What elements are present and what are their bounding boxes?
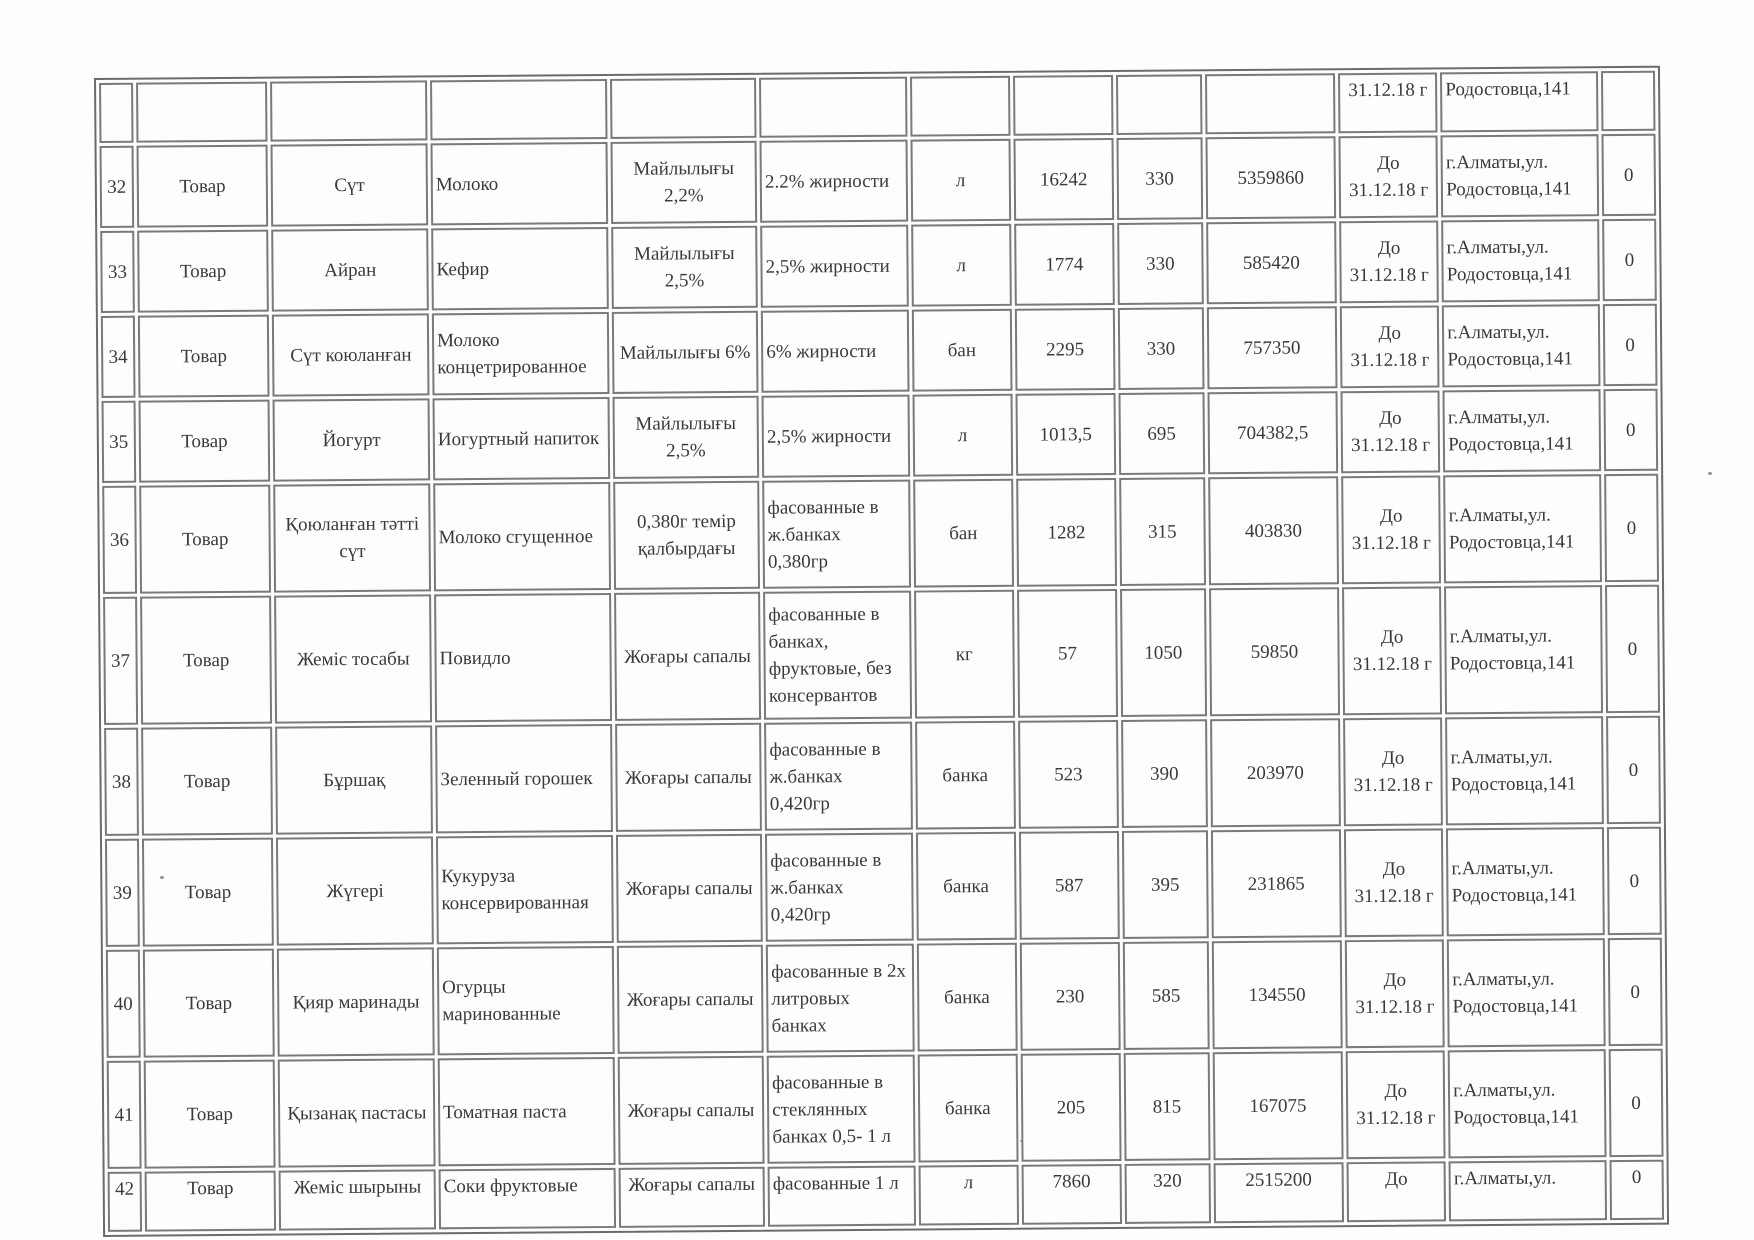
cell-term: До 31.12.18 г bbox=[1339, 135, 1439, 218]
cell-num: 41 bbox=[107, 1061, 142, 1169]
cell-type: Товар bbox=[138, 400, 270, 483]
cell-type: Товар bbox=[141, 727, 274, 836]
cell-place: г.Алматы,ул. Родостовца,141 bbox=[1446, 827, 1604, 936]
cell-char-kz: Майлылығы 2,5% bbox=[611, 226, 758, 309]
cell-price: 585 bbox=[1123, 941, 1209, 1050]
cell-name-kz: Қызанақ пастасы bbox=[278, 1058, 435, 1167]
cell-term: До 31.12.18 г bbox=[1346, 1050, 1446, 1159]
cell-term: До 31.12.18 г bbox=[1345, 939, 1445, 1048]
cell-char-ru: фасованные в банках, фруктовые, без консервантов bbox=[763, 591, 911, 720]
cell-num: 33 bbox=[100, 231, 134, 313]
cell-num: 42 bbox=[108, 1172, 142, 1232]
cell-name-kz: Жүгері bbox=[276, 836, 433, 945]
cell-type: Товар bbox=[138, 315, 270, 398]
cell-unit: банка bbox=[916, 943, 1017, 1052]
scanned-document-page bbox=[94, 66, 1669, 1228]
cell-name-ru: Повидло bbox=[434, 593, 612, 722]
cell-qty: 1282 bbox=[1016, 478, 1117, 587]
cell-price: 815 bbox=[1124, 1052, 1210, 1161]
cell-price: 330 bbox=[1118, 307, 1204, 390]
cell-price: 315 bbox=[1119, 477, 1205, 586]
cell-unit: банка bbox=[917, 1054, 1018, 1163]
cell-num: 38 bbox=[104, 728, 139, 836]
cell-place: г.Алматы,ул. Родостовца,141 bbox=[1441, 134, 1599, 217]
cell-name-ru: Огурцы маринованные bbox=[437, 946, 615, 1055]
cell-name-ru bbox=[430, 79, 607, 140]
cell-price bbox=[1116, 74, 1202, 135]
cell-term: 31.12.18 г bbox=[1338, 72, 1438, 133]
cell-sum: 231865 bbox=[1211, 829, 1342, 938]
cell-type: Товар bbox=[143, 1060, 276, 1169]
table-row bbox=[104, 716, 1661, 836]
cell-char-kz: Майлылығы 2,5% bbox=[612, 396, 759, 479]
cell-name-kz: Қияр маринады bbox=[277, 947, 434, 1056]
cell-sum: 59850 bbox=[1209, 587, 1341, 716]
cell-type: Товар bbox=[136, 145, 268, 228]
cell-name-kz: Йогурт bbox=[273, 398, 430, 481]
cell-name-ru: Томатная паста bbox=[438, 1057, 616, 1166]
cell-name-ru: Молоко концетрированное bbox=[432, 312, 609, 395]
cell-qty: 57 bbox=[1017, 589, 1118, 718]
cell-place: г.Алматы,ул. bbox=[1449, 1160, 1607, 1221]
cell-term: До bbox=[1347, 1161, 1447, 1222]
cell-qty: 2295 bbox=[1015, 308, 1116, 391]
cell-char-ru: фасованные в ж.банках 0,420гр bbox=[765, 833, 913, 942]
cell-char-ru: фасованные в ж.банках 0,380гр bbox=[762, 480, 910, 589]
cell-qty: 230 bbox=[1020, 942, 1121, 1051]
cell-type: Товар bbox=[139, 485, 272, 594]
cell-advance: 0 bbox=[1604, 474, 1659, 582]
cell-unit: бан bbox=[911, 309, 1012, 392]
cell-price: 330 bbox=[1117, 137, 1203, 220]
cell-unit: кг bbox=[914, 590, 1015, 719]
scan-speck bbox=[1020, 1140, 1022, 1142]
cell-name-kz: Жеміс тосабы bbox=[275, 594, 433, 723]
cell-num: 39 bbox=[105, 839, 140, 947]
cell-term: До 31.12.18 г bbox=[1344, 828, 1444, 937]
cell-advance: 0 bbox=[1603, 304, 1658, 386]
cell-type: Товар bbox=[143, 949, 276, 1058]
cell-qty bbox=[1013, 75, 1114, 136]
scan-speck bbox=[160, 876, 164, 879]
table-row bbox=[105, 827, 1662, 947]
cell-term: До 31.12.18 г bbox=[1342, 586, 1442, 715]
cell-type: Товар bbox=[142, 838, 275, 947]
cell-name-ru: Молоко bbox=[431, 142, 608, 225]
cell-price: 320 bbox=[1125, 1163, 1211, 1224]
cell-name-ru: Молоко сгущенное bbox=[433, 482, 611, 591]
cell-qty: 587 bbox=[1019, 831, 1120, 940]
cell-type bbox=[136, 82, 268, 143]
cell-char-kz: Жоғары сапалы bbox=[614, 592, 761, 721]
table-row bbox=[106, 938, 1663, 1058]
cell-char-ru: 6% жирности bbox=[761, 310, 909, 393]
cell-place: г.Алматы,ул. Родостовца,141 bbox=[1443, 474, 1601, 583]
cell-char-kz: Жоғары сапалы bbox=[617, 1056, 764, 1165]
cell-name-kz: Сүт коюланған bbox=[272, 313, 429, 396]
cell-num: 32 bbox=[100, 146, 134, 228]
cell-char-ru: фасованные в 2х литровых банках bbox=[766, 944, 914, 1053]
table-body bbox=[99, 71, 1664, 1232]
cell-qty: 7860 bbox=[1021, 1164, 1122, 1225]
cell-name-kz: Жеміс шырыны bbox=[279, 1169, 436, 1230]
cell-char-kz: Жоғары сапалы bbox=[618, 1167, 765, 1228]
cell-qty: 16242 bbox=[1013, 138, 1114, 221]
cell-qty: 523 bbox=[1018, 720, 1119, 829]
procurement-table bbox=[94, 66, 1669, 1237]
cell-advance: 0 bbox=[1609, 1049, 1664, 1157]
cell-qty: 1774 bbox=[1014, 223, 1115, 306]
cell-place: г.Алматы,ул. Родостовца,141 bbox=[1443, 389, 1601, 472]
cell-sum: 585420 bbox=[1206, 221, 1337, 304]
cell-char-kz: Майлылығы 2,2% bbox=[610, 141, 757, 224]
table-row bbox=[103, 585, 1660, 725]
cell-sum: 5359860 bbox=[1205, 136, 1336, 219]
table-row bbox=[107, 1049, 1664, 1169]
cell-char-ru: 2,5% жирности bbox=[760, 225, 908, 308]
cell-num: 34 bbox=[101, 316, 135, 398]
cell-char-ru bbox=[759, 77, 907, 138]
cell-term: До 31.12.18 г bbox=[1340, 305, 1440, 388]
cell-type: Товар bbox=[140, 596, 273, 725]
cell-num bbox=[99, 83, 133, 143]
cell-advance: 0 bbox=[1606, 716, 1661, 824]
cell-unit bbox=[910, 76, 1011, 137]
table-row bbox=[108, 1160, 1664, 1232]
cell-sum: 167075 bbox=[1212, 1051, 1343, 1160]
table-row bbox=[102, 474, 1659, 594]
cell-unit: л bbox=[910, 139, 1011, 222]
cell-advance: 0 bbox=[1609, 1160, 1664, 1220]
cell-char-ru: 2,5% жирности bbox=[762, 395, 910, 478]
cell-place: Родостовца,141 bbox=[1440, 71, 1598, 132]
cell-unit: банка bbox=[916, 832, 1017, 941]
cell-char-kz: Жоғары сапалы bbox=[615, 723, 762, 832]
cell-name-kz: Сүт bbox=[271, 143, 428, 226]
cell-sum: 2515200 bbox=[1213, 1162, 1344, 1223]
cell-advance: 0 bbox=[1601, 134, 1656, 216]
cell-advance: 0 bbox=[1603, 389, 1658, 471]
cell-char-ru: фасованные 1 л bbox=[768, 1166, 916, 1227]
cell-sum: 704382,5 bbox=[1207, 391, 1338, 474]
cell-name-kz: Қоюланған тәтті сүт bbox=[274, 483, 431, 592]
cell-advance: 0 bbox=[1607, 827, 1662, 935]
cell-char-kz: 0,380г темір қалбырдағы bbox=[613, 481, 760, 590]
cell-name-ru: Иогуртный напиток bbox=[433, 397, 610, 480]
table-row bbox=[100, 219, 1657, 313]
cell-sum bbox=[1205, 73, 1336, 134]
cell-sum: 134550 bbox=[1211, 940, 1342, 1049]
scan-speck bbox=[1708, 472, 1712, 475]
cell-name-kz: Бұршақ bbox=[276, 725, 433, 834]
cell-price: 1050 bbox=[1120, 588, 1207, 717]
cell-num: 36 bbox=[102, 486, 137, 594]
table-row bbox=[102, 389, 1659, 483]
cell-term: До 31.12.18 г bbox=[1339, 220, 1439, 303]
cell-sum: 403830 bbox=[1208, 476, 1339, 585]
cell-name-ru: Соки фруктовые bbox=[439, 1168, 616, 1229]
cell-char-ru: фасованные в стеклянных банках 0,5- 1 л bbox=[767, 1055, 915, 1164]
cell-sum: 757350 bbox=[1206, 306, 1337, 389]
cell-type: Товар bbox=[144, 1171, 276, 1232]
cell-term: До 31.12.18 г bbox=[1341, 475, 1441, 584]
cell-char-kz: Майлылығы 6% bbox=[612, 311, 759, 394]
cell-term: До 31.12.18 г bbox=[1341, 390, 1441, 473]
cell-place: г.Алматы,ул. Родостовца,141 bbox=[1448, 1049, 1606, 1158]
cell-char-ru: 2.2% жирности bbox=[760, 140, 908, 223]
cell-advance: 0 bbox=[1602, 219, 1657, 301]
table-row bbox=[101, 304, 1658, 398]
cell-qty: 205 bbox=[1020, 1053, 1121, 1162]
cell-advance bbox=[1601, 71, 1656, 131]
table-row-continued bbox=[99, 71, 1655, 143]
cell-price: 390 bbox=[1121, 719, 1207, 828]
cell-place: г.Алматы,ул. Родостовца,141 bbox=[1445, 716, 1603, 825]
table-row bbox=[100, 134, 1657, 228]
cell-place: г.Алматы,ул. Родостовца,141 bbox=[1447, 938, 1605, 1047]
cell-place: г.Алматы,ул. Родостовца,141 bbox=[1444, 585, 1603, 714]
cell-price: 330 bbox=[1117, 222, 1203, 305]
cell-name-ru: Кукуруза консервированная bbox=[436, 835, 614, 944]
cell-unit: банка bbox=[915, 721, 1016, 830]
cell-char-kz: Жоғары сапалы bbox=[617, 945, 764, 1054]
cell-char-kz: Жоғары сапалы bbox=[616, 834, 763, 943]
cell-type: Товар bbox=[137, 230, 269, 313]
cell-num: 37 bbox=[103, 597, 138, 725]
cell-unit: л bbox=[912, 394, 1013, 477]
cell-unit: л bbox=[911, 224, 1012, 307]
cell-name-kz bbox=[271, 80, 428, 141]
cell-place: г.Алматы,ул. Родостовца,141 bbox=[1441, 219, 1599, 302]
cell-term: До 31.12.18 г bbox=[1343, 717, 1443, 826]
cell-num: 40 bbox=[106, 950, 141, 1058]
cell-name-ru: Зеленный горошек bbox=[435, 724, 613, 833]
cell-sum: 203970 bbox=[1210, 718, 1341, 827]
cell-unit: бан bbox=[913, 479, 1014, 588]
cell-advance: 0 bbox=[1605, 585, 1660, 713]
cell-char-ru: фасованные в ж.банках 0,420гр bbox=[764, 722, 912, 831]
cell-qty: 1013,5 bbox=[1015, 393, 1116, 476]
cell-name-kz: Айран bbox=[272, 228, 429, 311]
cell-num: 35 bbox=[102, 401, 136, 483]
cell-price: 695 bbox=[1119, 392, 1205, 475]
cell-unit: л bbox=[918, 1165, 1019, 1226]
cell-name-ru: Кефир bbox=[431, 227, 608, 310]
cell-advance: 0 bbox=[1608, 938, 1663, 1046]
cell-char-kz bbox=[610, 78, 757, 139]
cell-price: 395 bbox=[1122, 830, 1208, 939]
cell-place: г.Алматы,ул. Родостовца,141 bbox=[1442, 304, 1600, 387]
